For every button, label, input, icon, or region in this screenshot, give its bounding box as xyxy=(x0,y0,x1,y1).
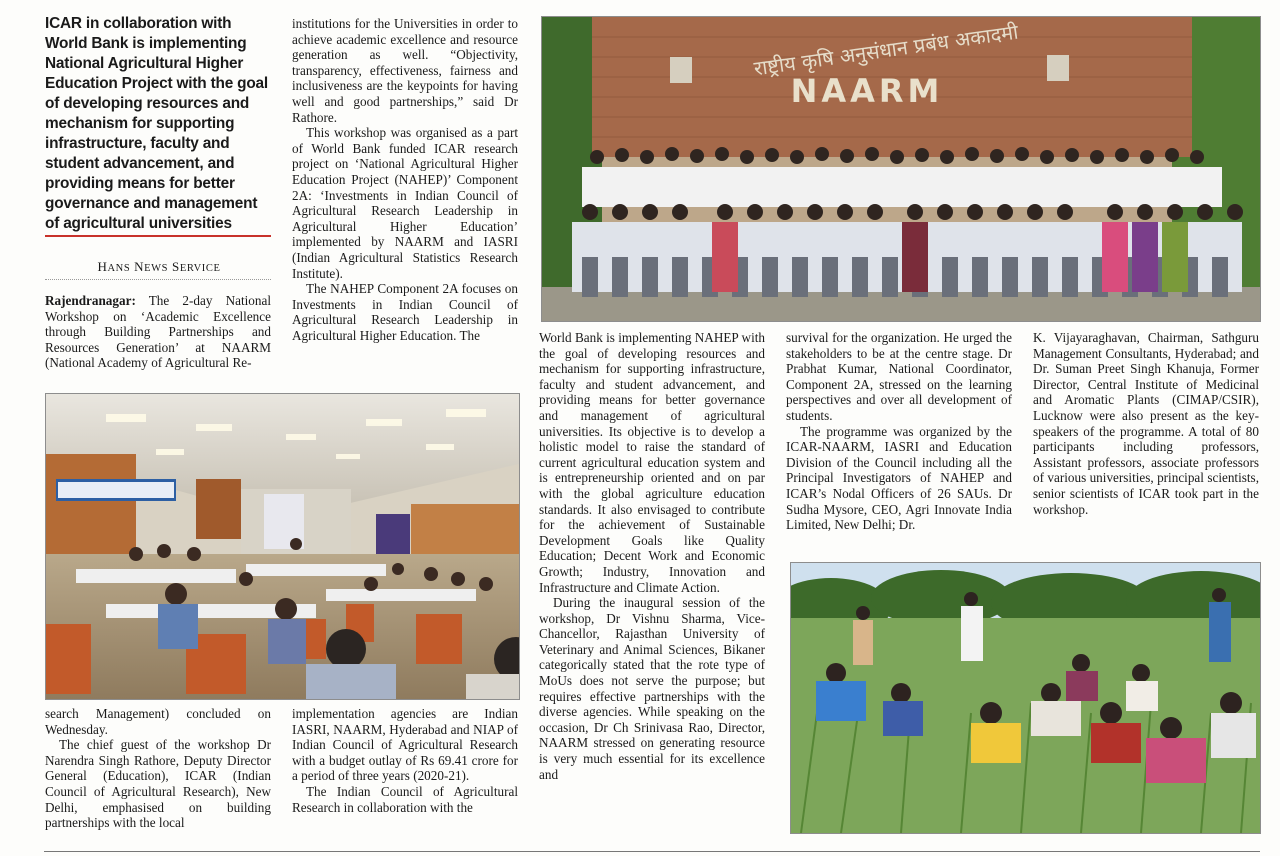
group-photo-image xyxy=(542,17,1260,321)
byline-divider xyxy=(45,279,271,280)
pull-quote-rule xyxy=(45,235,271,237)
paragraph: World Bank is implementing NAHEP with the goal of developing resources and mechanism for supporting infrastructure, faculty and student advancement, and providing means for better governance and management of agricultural universities. Its objective is to develop a holistic model to raise the standard of current agricultural education system and is entrepreneurship oriented and on par with the global agriculture education standards. It also envisaged to contribute for the achievement of Sustainable Development Goals like Quality Education; Decent Work and Economic Growth; Industry, Innovation and Infrastructure and Climate Action. xyxy=(539,330,765,595)
paragraph: implementation agencies are Indian IASRI, NAARM, Hyderabad and NIAP of Indian Council of Agricultural Research with a budget outlay of Rs 69.41 crore for a period of three years (2020-21). xyxy=(292,706,518,784)
lead-paragraph: Rajendranagar: The 2-day National Workshop on ‘Academic Excellence through Building Partnerships and Resources Generation’ at NAARM (National Academy of Agricultural Re- xyxy=(45,293,271,371)
building-sign-naarm: NAARM xyxy=(790,72,944,110)
article-column-3 xyxy=(539,330,765,782)
group-photo-naarm xyxy=(541,16,1261,322)
paragraph: survival for the organization. He urged the stakeholders to be at the centre stage. Dr Prabhat Kumar, National Coordinator, Component 2A, stressed on the learning perspectives and over all development of students. xyxy=(786,330,1012,423)
page-bottom-rule xyxy=(44,851,1260,852)
field-work-photo xyxy=(790,562,1261,834)
building-sign-hindi: राष्ट्रीय कृषि अनुसंधान प्रबंध अकादमी xyxy=(752,19,1020,81)
article-column-2 xyxy=(292,16,518,343)
paragraph: search Management) concluded on Wednesday. xyxy=(45,706,271,737)
article-column-4 xyxy=(786,330,1012,533)
paragraph: During the inaugural session of the workshop, Dr Vishnu Sharma, Vice-Chancellor, Rajasthan University of Veterinary and Animal Sciences, Bikaner categorically stated that the rote type of MoUs does not serve the purpose; but requires effective partnerships with the diverse agencies. While speaking on the occasion, Dr Ch Srinivasa Rao, Director, NAARM stressed on generating resource is very much essential for its excellence and xyxy=(539,595,765,782)
paragraph: institutions for the Universities in order to achieve academic excellence and resource generation as well. “Objectivity, transparency, effectiveness, fairness and inclusiveness are the keypoints for having well and good partnerships,” said Dr Rathore. xyxy=(292,16,518,125)
paragraph: K. Vijayaraghavan, Chairman, Sathguru Management Consultants, Hyderabad; and Dr. Suman Preet Singh Khanuja, Former Director, Central Institute of Medicinal and Aromatic Plants (CIMAP/CSIR), Lucknow were also present as the key-speakers of the programme. A total of 80 participants including professors, Assistant professors, associate professors of various universities, principal scientists, senior scientists of ICAR took part in the workshop. xyxy=(1033,330,1259,517)
field-work-image xyxy=(791,563,1260,833)
dateline: Rajendranagar: xyxy=(45,293,136,308)
article-column-2-cont xyxy=(292,706,518,815)
conference-hall-photo xyxy=(45,393,520,700)
paragraph: The programme was organized by the ICAR-NAARM, IASRI and Education Division of the Council including all the Principal Investigators of NAHEP and ICAR’s Nodal Officers of 26 SAUs. Dr Sudha Mysore, CEO, Agri Innovate India Limited, New Delhi; Dr. xyxy=(786,423,1012,533)
paragraph: This workshop was organised as a part of World Bank funded ICAR research project on ‘National Agricultural Higher Education Project (NAHEP)’ Component 2A: ‘Investments in Indian Council of Agricultural Research Leadership in Agricultural Higher Education’ implemented by NAARM and IASRI (Indian Agricultural Statistics Research Institute). xyxy=(292,125,518,281)
paragraph: The chief guest of the workshop Dr Narendra Singh Rathore, Deputy Director General (Education), ICAR (Indian Council of Agricultural Research), New Delhi, emphasised on building partnerships with the local xyxy=(45,737,271,831)
article-column-1 xyxy=(45,293,271,371)
article-column-5 xyxy=(1033,330,1259,517)
byline: HANS NEWS SERVICE xyxy=(97,259,221,274)
pull-quote: ICAR in collaboration with World Bank is implementing National Agricultural Higher Education Project with the goal of developing resources and mechanism for supporting infrastructure, faculty and student advancement, and providing means for better governance and management of agricultural universities xyxy=(45,15,268,232)
paragraph: The Indian Council of Agricultural Research in collaboration with the xyxy=(292,783,518,815)
conference-hall-image xyxy=(46,394,519,699)
paragraph: The NAHEP Component 2A focuses on Investments in Indian Council of Agricultural Research Leadership in Agricultural Higher Education. The xyxy=(292,281,518,343)
article-column-1-cont xyxy=(45,706,271,831)
